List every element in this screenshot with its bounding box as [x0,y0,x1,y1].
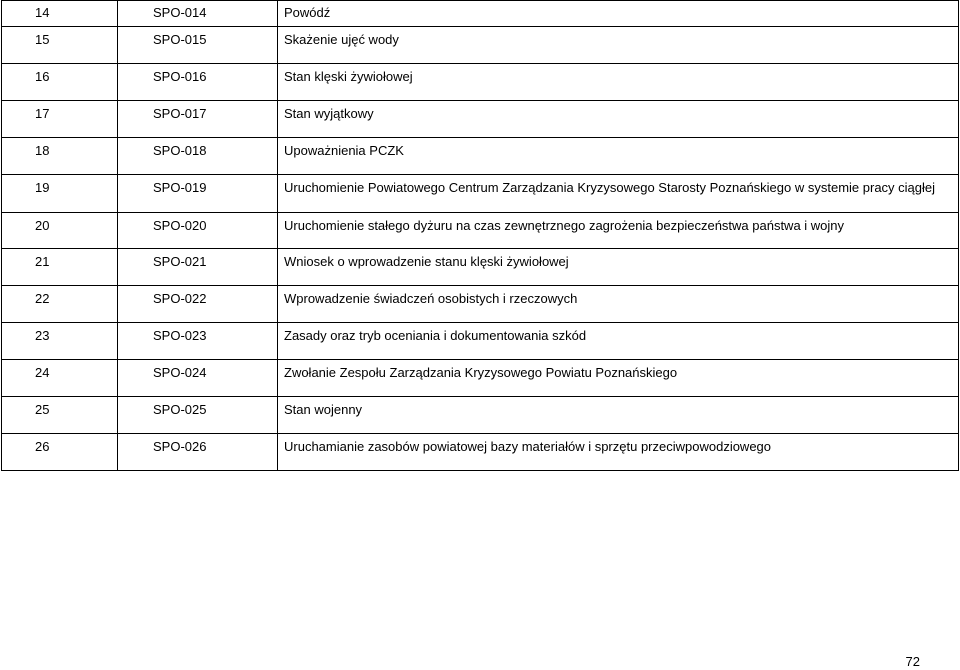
table-row [2,213,959,249]
row-code: SPO-024 [118,360,278,397]
row-description: Skażenie ujęć wody [278,27,959,64]
row-description: Uruchomienie stałego dyżuru na czas zewnętrznego zagrożenia bezpieczeństwa państwa i wojny [278,213,959,249]
row-description: Powódź [278,1,959,27]
table-row [2,286,959,323]
page-number: 72 [905,654,920,669]
table-row [2,101,959,138]
row-number: 16 [2,64,118,101]
table-row [2,360,959,397]
row-description: Zwołanie Zespołu Zarządzania Kryzysowego Powiatu Poznańskiego [278,360,959,397]
row-description: Wprowadzenie świadczeń osobistych i rzeczowych [278,286,959,323]
row-number: 25 [2,397,118,434]
row-description: Wniosek o wprowadzenie stanu klęski żywiołowej [278,249,959,286]
table-row [2,397,959,434]
row-description: Upoważnienia PCZK [278,138,959,175]
row-number: 17 [2,101,118,138]
row-code: SPO-020 [118,213,278,249]
table-row [2,434,959,471]
row-number: 22 [2,286,118,323]
row-description: Zasady oraz tryb oceniania i dokumentowania szkód [278,323,959,360]
table-row [2,175,959,213]
row-description: Uruchomienie Powiatowego Centrum Zarządzania Kryzysowego Starosty Poznańskiego w systemie pracy ciągłej [278,175,959,213]
row-number: 18 [2,138,118,175]
table-row [2,1,959,27]
row-code: SPO-021 [118,249,278,286]
row-number: 14 [2,1,118,27]
row-number: 23 [2,323,118,360]
row-description: Stan wojenny [278,397,959,434]
row-number: 15 [2,27,118,64]
table-row [2,64,959,101]
table-row [2,249,959,286]
row-code: SPO-026 [118,434,278,471]
row-code: SPO-015 [118,27,278,64]
row-number: 20 [2,213,118,249]
row-description: Stan wyjątkowy [278,101,959,138]
row-code: SPO-016 [118,64,278,101]
row-description: Stan klęski żywiołowej [278,64,959,101]
row-number: 19 [2,175,118,213]
row-number: 26 [2,434,118,471]
row-number: 21 [2,249,118,286]
row-code: SPO-017 [118,101,278,138]
row-number: 24 [2,360,118,397]
row-code: SPO-025 [118,397,278,434]
row-code: SPO-018 [118,138,278,175]
row-code: SPO-022 [118,286,278,323]
row-code: SPO-023 [118,323,278,360]
document-table [1,0,959,471]
table-row [2,138,959,175]
row-description: Uruchamianie zasobów powiatowej bazy materiałów i sprzętu przeciwpowodziowego [278,434,959,471]
table-row [2,27,959,64]
row-code: SPO-014 [118,1,278,27]
row-code: SPO-019 [118,175,278,213]
table-row [2,323,959,360]
